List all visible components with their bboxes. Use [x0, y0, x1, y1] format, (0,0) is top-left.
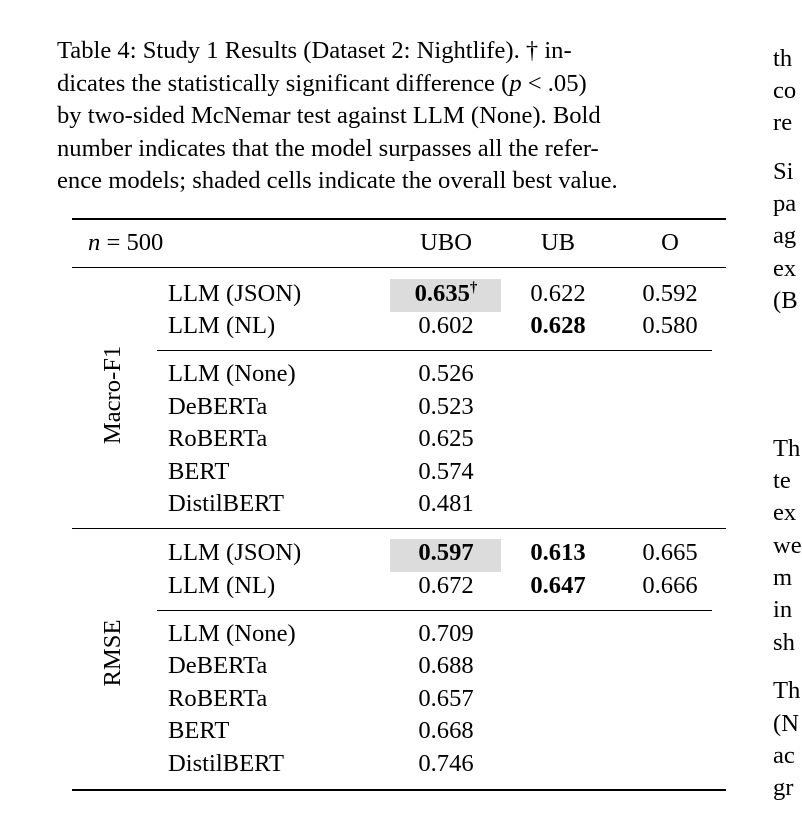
table-cell-ubo: 0.574	[418, 458, 474, 485]
table-caption	[57, 35, 731, 198]
table-row-model: DistilBERT	[168, 750, 285, 777]
cell-value: 0.635	[414, 280, 470, 307]
table-row-model: DeBERTa	[168, 652, 268, 679]
caption-line-4: number indicates that the model surpasses all the refer-	[57, 134, 599, 162]
header-rule	[72, 267, 726, 268]
table-cell-ubo: 0.688	[418, 652, 474, 679]
header-ub: UB	[540, 229, 576, 256]
table-cell-ub: 0.628	[530, 312, 586, 339]
table-cell-ubo: 0.672	[418, 572, 474, 599]
table-row-model: LLM (JSON)	[168, 280, 302, 307]
caption-line-5: ence models; shaded cells indicate the overall best value.	[57, 167, 618, 194]
n-value: = 500	[100, 229, 164, 256]
table-cell-ubo	[386, 280, 506, 308]
table-cell-ubo: 0.602	[418, 312, 474, 339]
table-cell-ub: 0.622	[530, 280, 586, 307]
table-row-model: BERT	[168, 458, 230, 485]
table-row-model: RoBERTa	[168, 425, 268, 452]
side-text-fragment: ex	[773, 255, 797, 282]
header-ubo: UBO	[420, 229, 472, 256]
rmse-mid-rule	[157, 610, 712, 611]
side-text-fragment: th	[773, 45, 793, 72]
table-cell-ub: 0.647	[530, 572, 586, 599]
macro-f1-mid-rule	[157, 350, 712, 351]
caption-line-2	[57, 68, 731, 101]
caption-p-symbol: p	[509, 69, 522, 97]
side-text-fragment: Th	[773, 677, 801, 704]
side-text-fragment: pa	[773, 190, 797, 217]
side-text-fragment: Th	[773, 435, 801, 462]
side-text-fragment: ex	[773, 499, 797, 526]
table-row-model: LLM (None)	[168, 360, 296, 387]
table-cell-ubo: 0.481	[418, 490, 474, 517]
table-cell-ubo: 0.526	[418, 360, 474, 387]
table-cell-o: 0.592	[642, 280, 698, 307]
side-text-fragment: ac	[773, 742, 795, 769]
table-row-model: RoBERTa	[168, 685, 268, 712]
side-text-fragment: sh	[773, 629, 795, 656]
side-text-fragment: (B	[773, 287, 798, 314]
header-n-label	[88, 229, 163, 257]
side-text-fragment: ag	[773, 222, 797, 249]
table-cell-ubo: 0.625	[418, 425, 474, 452]
n-variable: n	[88, 229, 101, 256]
table-row-model: LLM (JSON)	[168, 539, 302, 566]
caption-line-3: by two-sided McNemar test against LLM (None). Bold	[57, 102, 601, 129]
caption-line-2-post: < .05)	[521, 69, 587, 97]
significance-dagger: †	[469, 280, 478, 296]
table-cell-ubo: 0.746	[418, 750, 474, 777]
header-o: O	[661, 229, 679, 256]
side-text-fragment: te	[773, 467, 791, 494]
table-row-model: LLM (None)	[168, 620, 296, 647]
table-bottom-rule	[72, 789, 726, 791]
side-text-fragment: Si	[773, 158, 794, 185]
table-row-model: LLM (NL)	[168, 312, 276, 339]
table-top-rule	[72, 218, 726, 220]
table-cell-ubo: 0.523	[418, 393, 474, 420]
table-row-model: LLM (NL)	[168, 572, 276, 599]
table-cell-ubo: 0.657	[418, 685, 474, 712]
table-row-model: DeBERTa	[168, 393, 268, 420]
side-text-fragment: (N	[773, 710, 799, 737]
group-label-rmse: RMSE	[99, 619, 126, 687]
table-cell-ubo: 0.597	[418, 539, 474, 566]
side-text-fragment: m	[773, 564, 793, 591]
table-cell-o: 0.665	[642, 539, 698, 566]
table-row-model: DistilBERT	[168, 490, 285, 517]
group-label-macro-f1: Macro-F1	[99, 345, 126, 445]
side-text-fragment: re	[773, 109, 793, 136]
table-cell-o: 0.666	[642, 572, 698, 599]
caption-line-1: Table 4: Study 1 Results (Dataset 2: Nightlife). † in-	[57, 37, 572, 64]
table-cell-ubo: 0.709	[418, 620, 474, 647]
group-separator-rule	[72, 528, 726, 529]
side-text-fragment: in	[773, 596, 793, 623]
side-text-fragment: gr	[773, 774, 794, 801]
table-cell-o: 0.580	[642, 312, 698, 339]
table-cell-ub: 0.613	[530, 539, 586, 566]
table-row-model: BERT	[168, 717, 230, 744]
side-text-fragment: we	[773, 532, 802, 559]
side-text-fragment: co	[773, 77, 797, 104]
table-cell-ubo: 0.668	[418, 717, 474, 744]
caption-line-2-pre: dicates the statistically significant difference (	[57, 69, 510, 97]
